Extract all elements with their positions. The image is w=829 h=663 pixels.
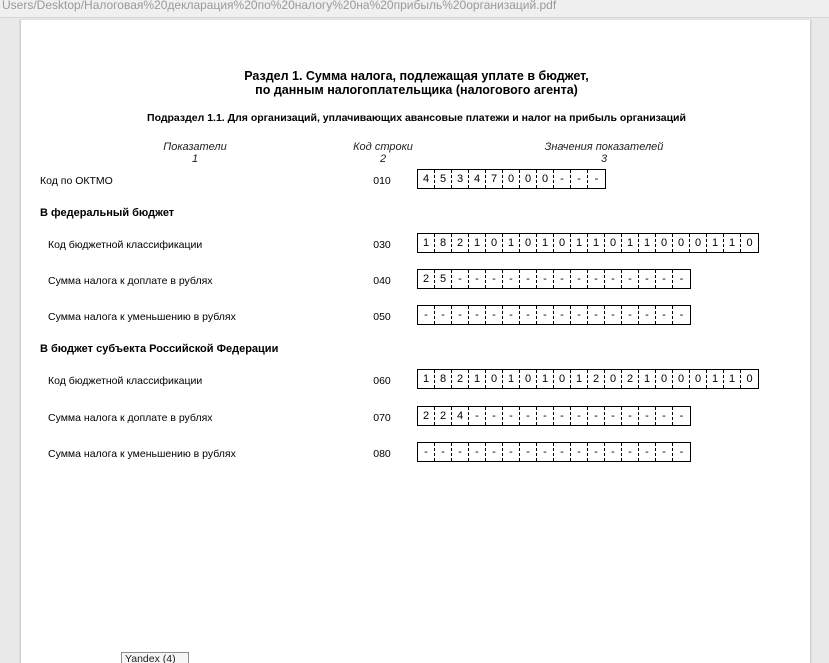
value-cell: 5: [435, 170, 452, 188]
value-cell: -: [588, 443, 605, 461]
value-cell: 1: [418, 370, 435, 388]
value-cell: 1: [469, 370, 486, 388]
value-cell: -: [571, 170, 588, 188]
value-cell: -: [452, 306, 469, 324]
value-cell: -: [594, 173, 599, 185]
value-cell: 1: [537, 234, 554, 252]
column-header-label: Значения показателей: [544, 141, 664, 153]
value-cell: 5: [435, 270, 452, 288]
taskbar-button-label: Yandex (4): [125, 653, 176, 663]
value-cell: 1: [588, 234, 605, 252]
value-cell: 2: [588, 370, 605, 388]
value-cell: -: [622, 270, 639, 288]
value-cell: 0: [690, 370, 707, 388]
column-header-number: 1: [191, 153, 199, 165]
oktmo-cells[interactable]: [417, 169, 606, 189]
value-cell: -: [520, 443, 537, 461]
section-title-line1: Раздел 1. Сумма налога, подлежащая уплате в бюджет,: [244, 69, 589, 83]
value-cell: -: [435, 306, 452, 324]
value-cell: 0: [520, 234, 537, 252]
line-code: 040: [373, 275, 391, 287]
kbk-label: Код бюджетной классификации: [48, 239, 203, 251]
section-title-line2: по данным налогоплательщика (налогового агента): [255, 83, 578, 97]
value-cell: -: [486, 306, 503, 324]
value-cell: -: [571, 306, 588, 324]
value-cell: 0: [554, 370, 571, 388]
value-cell: -: [469, 443, 486, 461]
value-cell: 2: [622, 370, 639, 388]
value-cell: -: [656, 270, 673, 288]
value-cell: -: [622, 443, 639, 461]
line-code: 050: [373, 311, 391, 323]
value-cell: -: [554, 270, 571, 288]
value-cell: -: [605, 407, 622, 425]
value-cell: -: [469, 270, 486, 288]
oktmo-label: Код по ОКТМО: [40, 175, 113, 187]
federal-reduction-cells[interactable]: [417, 305, 691, 325]
value-cell: -: [503, 407, 520, 425]
value-cell: 1: [639, 370, 656, 388]
value-cell: 0: [605, 370, 622, 388]
value-cell: -: [571, 407, 588, 425]
value-cell: 2: [418, 270, 435, 288]
value-cell: -: [588, 407, 605, 425]
kbk-label: Код бюджетной классификации: [48, 375, 203, 387]
value-cell: -: [554, 306, 571, 324]
column-header-label: Код строки: [353, 141, 413, 153]
federal-budget-heading: В федеральный бюджет: [40, 207, 175, 219]
value-cell: 1: [503, 234, 520, 252]
value-cell: -: [537, 407, 554, 425]
column-header-number: 2: [379, 153, 387, 165]
line-code: 010: [373, 175, 391, 187]
value-cell: 0: [746, 237, 753, 249]
address-bar[interactable]: [0, 0, 829, 18]
value-cell: 1: [724, 370, 741, 388]
address-path: Users/Desktop/Налоговая%20декларация%20по%20налогу%20на%20прибыль%20организаций.pdf: [2, 0, 557, 12]
value-cell: 1: [571, 234, 588, 252]
value-cell: 1: [707, 370, 724, 388]
taskbar-yandex-button[interactable]: [121, 652, 189, 663]
value-cell: -: [452, 270, 469, 288]
federal-kbk-cells[interactable]: [417, 233, 759, 253]
value-cell: -: [452, 443, 469, 461]
value-cell: 2: [452, 370, 469, 388]
value-cell: 0: [520, 370, 537, 388]
value-cell: -: [503, 270, 520, 288]
value-cell: -: [554, 443, 571, 461]
value-cell: -: [639, 407, 656, 425]
value-cell: -: [469, 407, 486, 425]
value-cell: -: [486, 443, 503, 461]
value-cell: -: [503, 306, 520, 324]
value-cell: 0: [520, 170, 537, 188]
value-cell: 1: [622, 234, 639, 252]
value-cell: -: [520, 306, 537, 324]
regional-surcharge-cells[interactable]: [417, 406, 691, 426]
column-header-values: [514, 141, 694, 165]
subsection-title: Подраздел 1.1. Для организаций, уплачивающих авансовые платежи и налог на прибыль организаций: [147, 112, 686, 124]
value-cell: -: [639, 270, 656, 288]
value-cell: -: [588, 306, 605, 324]
value-cell: 2: [452, 234, 469, 252]
value-cell: -: [656, 407, 673, 425]
value-cell: -: [656, 306, 673, 324]
value-cell: 2: [435, 407, 452, 425]
value-cell: -: [622, 306, 639, 324]
line-code: 070: [373, 412, 391, 424]
value-cell: 7: [486, 170, 503, 188]
value-cell: -: [486, 407, 503, 425]
column-header-number: 3: [600, 153, 608, 165]
line-code: 030: [373, 239, 391, 251]
value-cell: 0: [537, 170, 554, 188]
regional-reduction-cells[interactable]: [417, 442, 691, 462]
value-cell: 0: [746, 373, 753, 385]
value-cell: -: [537, 270, 554, 288]
value-cell: -: [679, 410, 684, 422]
value-cell: -: [679, 446, 684, 458]
value-cell: 1: [503, 370, 520, 388]
value-cell: -: [605, 306, 622, 324]
value-cell: -: [554, 407, 571, 425]
tax-reduction-label: Сумма налога к уменьшению в рублях: [48, 448, 236, 460]
value-cell: -: [605, 443, 622, 461]
value-cell: 1: [707, 234, 724, 252]
value-cell: -: [486, 270, 503, 288]
tax-surcharge-label: Сумма налога к доплате в рублях: [48, 275, 213, 287]
column-header-label: Показатели: [163, 141, 227, 153]
value-cell: 0: [554, 234, 571, 252]
regional-kbk-cells[interactable]: [417, 369, 759, 389]
value-cell: 4: [469, 170, 486, 188]
value-cell: -: [656, 443, 673, 461]
value-cell: 1: [418, 234, 435, 252]
value-cell: 0: [656, 234, 673, 252]
value-cell: 1: [571, 370, 588, 388]
value-cell: -: [679, 273, 684, 285]
value-cell: 8: [435, 234, 452, 252]
value-cell: 2: [418, 407, 435, 425]
value-cell: -: [418, 306, 435, 324]
value-cell: 0: [503, 170, 520, 188]
value-cell: 4: [452, 407, 469, 425]
value-cell: -: [520, 270, 537, 288]
value-cell: 0: [605, 234, 622, 252]
column-header-indicators: [125, 141, 265, 165]
value-cell: -: [605, 270, 622, 288]
value-cell: 0: [673, 234, 690, 252]
line-code: 060: [373, 375, 391, 387]
value-cell: -: [554, 170, 571, 188]
value-cell: -: [418, 443, 435, 461]
value-cell: -: [537, 443, 554, 461]
value-cell: 1: [537, 370, 554, 388]
value-cell: -: [537, 306, 554, 324]
column-header-line-code: [333, 141, 433, 165]
value-cell: 4: [418, 170, 435, 188]
value-cell: -: [435, 443, 452, 461]
value-cell: 0: [690, 234, 707, 252]
document-page: [20, 20, 811, 663]
value-cell: -: [520, 407, 537, 425]
federal-surcharge-cells[interactable]: [417, 269, 691, 289]
value-cell: -: [639, 443, 656, 461]
regional-budget-heading: В бюджет субъекта Российской Федерации: [40, 343, 279, 355]
value-cell: 0: [486, 234, 503, 252]
value-cell: 0: [673, 370, 690, 388]
value-cell: -: [622, 407, 639, 425]
value-cell: -: [469, 306, 486, 324]
value-cell: -: [679, 309, 684, 321]
value-cell: -: [571, 443, 588, 461]
value-cell: -: [588, 270, 605, 288]
value-cell: -: [639, 306, 656, 324]
value-cell: 0: [656, 370, 673, 388]
line-code: 080: [373, 448, 391, 460]
value-cell: 8: [435, 370, 452, 388]
value-cell: 0: [486, 370, 503, 388]
value-cell: -: [503, 443, 520, 461]
value-cell: 3: [452, 170, 469, 188]
tax-reduction-label: Сумма налога к уменьшению в рублях: [48, 311, 236, 323]
value-cell: 1: [724, 234, 741, 252]
tax-surcharge-label: Сумма налога к доплате в рублях: [48, 412, 213, 424]
value-cell: -: [571, 270, 588, 288]
value-cell: 1: [469, 234, 486, 252]
value-cell: 1: [639, 234, 656, 252]
